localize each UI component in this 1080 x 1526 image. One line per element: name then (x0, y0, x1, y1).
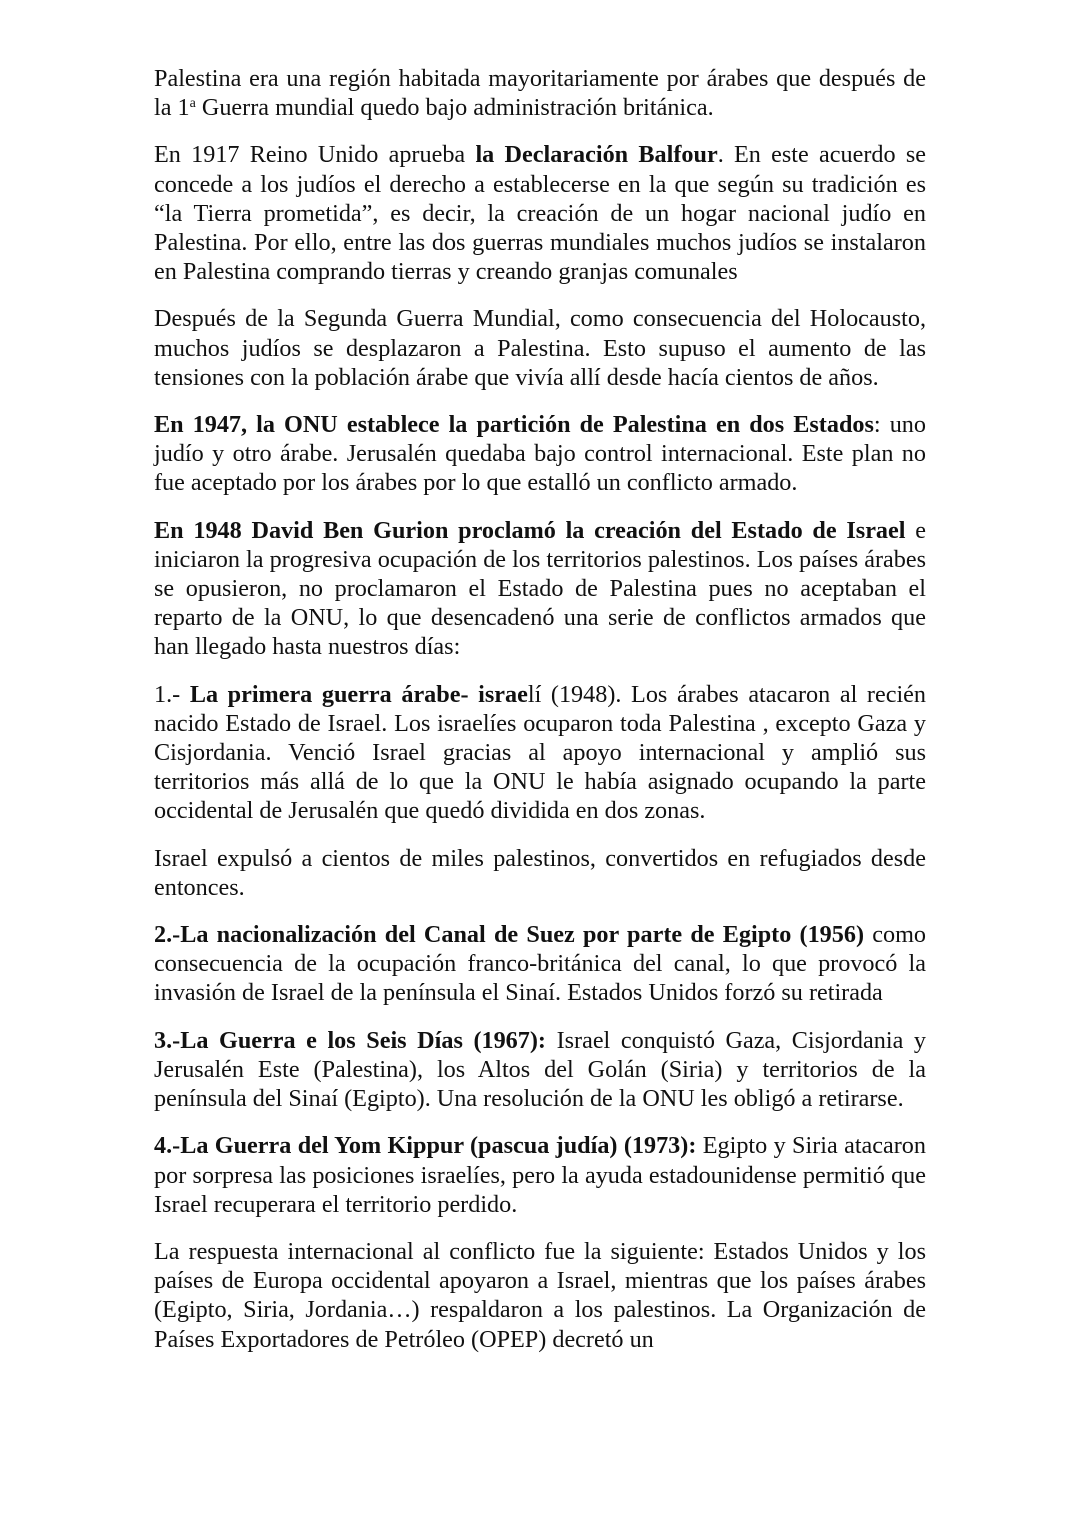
text-segment: 1.- (154, 680, 190, 708)
paragraph-post-wwii-migration (154, 304, 926, 392)
text-segment: Egipto y Siria atacaron por sorpresa las posiciones israelíes, pero la ayuda estadounidense permitió que Israel recuperara el territorio perdido. (154, 1132, 926, 1218)
bold-segment: 2.-La nacionalización del Canal de Suez por parte de Egipto (1956) (154, 921, 865, 949)
text-segment: Después de la Segunda Guerra Mundial, como consecuencia del Holocausto, muchos judíos se desplazaron a Palestina. Esto supuso el aumento de las tensiones con la población árabe que vivía allí desde hacía cientos de años. (154, 305, 926, 391)
document-page (154, 64, 926, 1372)
paragraph-yom-kippur-war-1973 (154, 1131, 926, 1219)
bold-segment: La primera guerra árabe- israe (189, 680, 528, 708)
text-segment: En 1917 Reino Unido aprueba (154, 141, 476, 169)
paragraph-first-arab-israeli-war (154, 680, 926, 826)
paragraph-palestine-intro (154, 64, 926, 122)
paragraph-suez-canal-1956 (154, 920, 926, 1008)
bold-segment: En 1947, la ONU establece la partición de Palestina en dos Estados (154, 411, 874, 439)
text-segment: Guerra mundial quedo bajo administración británica. (195, 94, 714, 122)
text-segment: e iniciaron la progresiva ocupación de los territorios palestinos. Los países árabes se opusieron, no proclamaron el Estado de Palestina pues no aceptaban el reparto de la ONU, lo que desencadenó una serie de conflictos armados que han llegado hasta nuestros días: (154, 516, 926, 661)
bold-segment: 4.-La Guerra del Yom Kippur (pascua judía) (1973): (154, 1132, 697, 1160)
text-segment: como consecuencia de la ocupación franco-británica del canal, lo que provocó la invasión de Israel de la península el Sinaí. Estados Unidos forzó su retirada (154, 921, 926, 1007)
bold-segment: 3.-La Guerra e los Seis Días (1967): (154, 1026, 546, 1054)
text-segment: La respuesta internacional al conflicto fue la siguiente: Estados Unidos y los países de Europa occidental apoyaron a Israel, mientras que los países árabes (Egipto, Siria, Jordania…) respaldaron a los palestinos. La Organización de Países Exportadores de Petróleo (OPEP) decretó un (154, 1237, 926, 1353)
superscript-ordinal: a (189, 96, 196, 112)
bold-segment: En 1948 David Ben Gurion proclamó la creación del Estado de Israel (154, 516, 906, 544)
bold-segment: la Declaración Balfour (475, 141, 718, 169)
text-segment: Israel conquistó Gaza, Cisjordania y Jerusalén Este (Palestina), los Altos del Golán (Siria) y territorios de la península del Sinaí (Egipto). Una resolución de la ONU les obligó a retirarse. (154, 1026, 926, 1113)
text-segment: : uno judío y otro árabe. Jerusalén quedaba bajo control internacional. Este plan no fue aceptado por los árabes por lo que estalló un conflicto armado. (154, 411, 926, 497)
paragraph-israel-creation-1948 (154, 516, 926, 662)
paragraph-international-response (154, 1237, 926, 1354)
text-segment: lí (1948). Los árabes atacaron al recién nacido Estado de Israel. Los israelíes ocuparon toda Palestina , excepto Gaza y Cisjordania. Venció Israel gracias al apoyo internacional y amplió sus territorios más allá de lo que la ONU le había asignado ocupando la parte occidental de Jerusalén que quedó dividida en dos zonas. (154, 680, 926, 825)
paragraph-un-partition-1947 (154, 410, 926, 498)
paragraph-refugees (154, 844, 926, 902)
text-segment: Israel expulsó a cientos de miles palestinos, convertidos en refugiados desde entonces. (154, 844, 926, 901)
paragraph-balfour-declaration (154, 140, 926, 286)
paragraph-six-day-war-1967 (154, 1026, 926, 1114)
text-segment: Palestina era una región habitada mayoritariamente por árabes que después de la 1 (154, 65, 926, 122)
text-segment: . En este acuerdo se concede a los judíos el derecho a establecerse en la que según su tradición es “la Tierra prometida”, es decir, la creación de un hogar nacional judío en Palestina. Por ello, entre las dos guerras mundiales muchos judíos se instalaron en Palestina comprando tierras y creando granjas comunales (154, 141, 927, 286)
